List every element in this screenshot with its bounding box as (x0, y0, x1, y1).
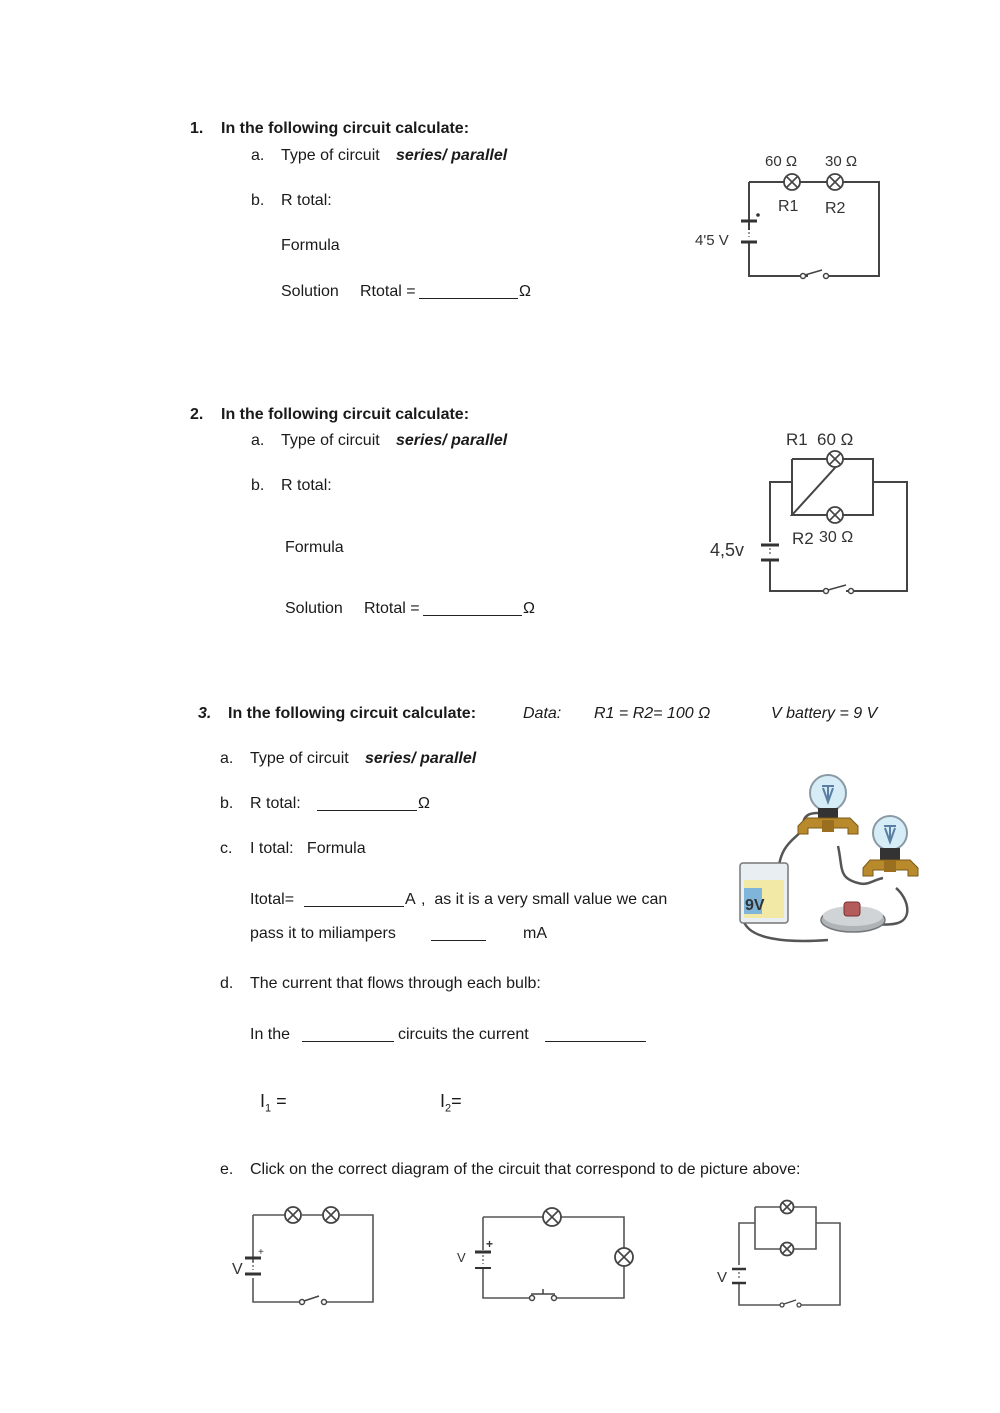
q3-number: 3. (198, 705, 212, 722)
q3-c-label: c. (220, 840, 233, 857)
q3-pass-text: pass it to miliampers (250, 925, 396, 942)
choice-1-battery-icon (245, 1247, 264, 1274)
choice-3-battery-icon (732, 1269, 746, 1283)
q3-d-text: The current that flows through each bulb: (250, 975, 541, 992)
q1-b-label: b. (251, 192, 265, 209)
choice-1-voltage-label: V (232, 1261, 243, 1278)
q3-i2 (440, 1091, 462, 1115)
q2-b-text: R total: (281, 477, 332, 494)
q1-r2-value: 30 Ω (825, 153, 858, 170)
choice-3-bulb-2-icon (781, 1243, 794, 1256)
q1-unit: Ω (519, 283, 531, 300)
q3-ma-blank[interactable] (431, 926, 486, 941)
choice-2-pushbutton-icon (530, 1289, 557, 1301)
choice-1-bulb-2-icon (323, 1207, 339, 1223)
q3-a-label: a. (220, 750, 234, 767)
choice-1-switch-icon (300, 1296, 327, 1305)
q1-a-text: Type of circuit (281, 147, 380, 164)
q2-title: In the following circuit calculate: (221, 406, 470, 423)
q3-c-text: I total: Formula (250, 840, 366, 857)
choice-3-bulb-1-icon (781, 1201, 794, 1214)
q1-a-options: series/ parallel (396, 147, 508, 164)
q3-circuits-current: circuits the current (398, 1026, 529, 1043)
q3-i1-equals: = (271, 1091, 287, 1111)
q3-bulb-1-picture (798, 775, 858, 834)
q3-i2-subscript: 2 (445, 1102, 452, 1115)
choice-1-bulb-1-icon (285, 1207, 301, 1223)
q1-battery-icon (741, 213, 760, 242)
q2-r1-value: 60 Ω (817, 430, 854, 449)
q3-circuit-picture (718, 768, 943, 948)
q1-rtotal: Rtotal = (360, 283, 416, 300)
q1-r1-label: R1 (778, 198, 799, 215)
q1-switch-icon (801, 270, 829, 279)
q3-data-battery: V battery = 9 V (771, 705, 878, 722)
q2-bulb-r2 (827, 507, 843, 523)
choice-3-switch-icon (780, 1300, 801, 1307)
q3-d-label: d. (220, 975, 234, 992)
q3-i1 (260, 1091, 287, 1115)
q3-battery-label: 9V (745, 897, 765, 914)
q3-b-text: R total: (250, 795, 301, 812)
q3-circuit-type-blank[interactable] (302, 1027, 394, 1042)
q3-battery-picture (740, 863, 788, 923)
q3-itotal: Itotal= (250, 891, 295, 908)
q2-r2-value: 30 Ω (819, 529, 854, 546)
q2-a-label: a. (251, 432, 265, 449)
q2-a-text: Type of circuit (281, 432, 380, 449)
q3-b-label: b. (220, 795, 234, 812)
q3-itotal-blank[interactable] (304, 892, 404, 907)
q2-number: 2. (190, 406, 204, 423)
q2-voltage-label: 4,5v (710, 540, 745, 560)
q1-r2-label: R2 (825, 200, 846, 217)
q3-a-text: Type of circuit (250, 750, 349, 767)
choice-2-voltage-label: V (457, 1250, 466, 1265)
choice-2-bulb-1-icon (543, 1208, 561, 1226)
q3-b-unit: Ω (418, 795, 430, 812)
q2-rtotal-blank[interactable] (423, 601, 522, 616)
choice-diagram-series-top-right[interactable] (445, 1195, 645, 1315)
q3-itotal-unit: A (405, 891, 416, 908)
choice-2-battery-icon (475, 1237, 493, 1268)
q2-formula: Formula (285, 539, 344, 556)
q2-solution: Solution (285, 600, 343, 617)
choice-2-bulb-2-icon (615, 1248, 633, 1266)
q3-title: In the following circuit calculate: (228, 705, 477, 722)
q2-r2-label: R2 (792, 529, 814, 548)
svg-text:+: + (258, 1247, 264, 1258)
q3-ma-unit: mA (523, 925, 547, 942)
choice-diagram-parallel[interactable] (705, 1190, 855, 1315)
q1-solution: Solution (281, 283, 339, 300)
q1-r1-value: 60 Ω (765, 153, 798, 170)
q1-formula: Formula (281, 237, 340, 254)
q2-r1-label: R1 (786, 430, 808, 449)
q3-i2-symbol: I (440, 1091, 446, 1111)
q3-a-options: series/ parallel (365, 750, 477, 767)
q3-data-resistors: R1 = R2= 100 Ω (594, 705, 711, 722)
q2-rtotal: Rtotal = (364, 600, 420, 617)
q3-in-the: In the (250, 1026, 291, 1043)
q3-i1-subscript: 1 (265, 1102, 272, 1115)
q3-i2-equals: = (451, 1091, 462, 1111)
q3-rtotal-blank[interactable] (317, 796, 417, 811)
q1-number: 1. (190, 120, 204, 137)
q1-title: In the following circuit calculate: (221, 120, 470, 137)
choice-3-voltage-label: V (717, 1269, 728, 1286)
q3-bulb-2-picture (863, 816, 918, 876)
q1-wire (749, 182, 879, 276)
q1-voltage-label: 4'5 V (695, 232, 729, 249)
q1-bulb-r1 (784, 174, 800, 190)
choice-diagram-series-top[interactable] (220, 1195, 390, 1315)
svg-text:+: + (486, 1237, 494, 1251)
q3-current-blank[interactable] (545, 1027, 646, 1042)
q3-data-label: Data: (523, 705, 562, 722)
q3-itotal-note: , as it is a very small value we can (421, 891, 668, 908)
q2-a-options: series/ parallel (396, 432, 508, 449)
q1-bulb-r2 (827, 174, 843, 190)
q3-e-label: e. (220, 1161, 234, 1178)
q2-battery-icon (761, 545, 779, 560)
q2-circuit-diagram (700, 420, 920, 600)
q2-switch-icon (824, 585, 854, 594)
q1-a-label: a. (251, 147, 265, 164)
q3-switch-picture (821, 902, 885, 932)
q1-circuit-diagram (690, 145, 890, 285)
q2-b-label: b. (251, 477, 265, 494)
q3-e-text: Click on the correct diagram of the circuit that correspond to de picture above: (250, 1161, 801, 1178)
q1-b-text: R total: (281, 192, 332, 209)
q2-unit: Ω (523, 600, 535, 617)
q1-rtotal-blank[interactable] (419, 284, 518, 299)
q3-i1-symbol: I (260, 1091, 266, 1111)
q2-bulb-r1 (827, 451, 843, 467)
